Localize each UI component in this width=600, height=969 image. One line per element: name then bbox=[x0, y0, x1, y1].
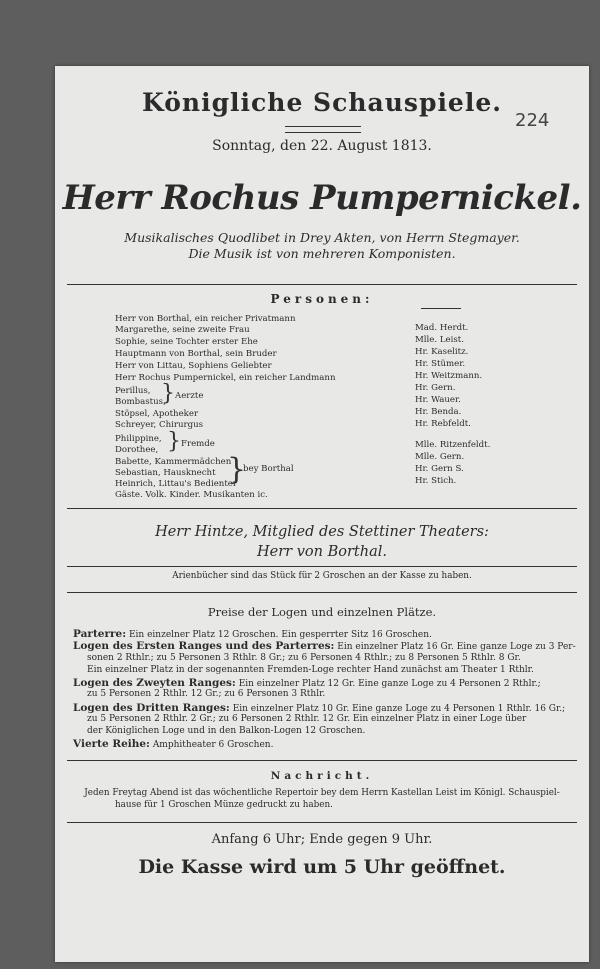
cast-actor: Mlle. Ritzenfeldt. bbox=[415, 440, 491, 450]
playbill-sheet bbox=[55, 66, 589, 962]
cast-actor: Hr. Rebfeldt. bbox=[415, 419, 471, 429]
cast-actor: Hr. Wauer. bbox=[415, 395, 461, 405]
cast-actor: Hr. Weitzmann. bbox=[415, 371, 483, 381]
price-text: Amphitheater 6 Groschen. bbox=[152, 740, 274, 750]
divider bbox=[67, 284, 577, 285]
cast-actor: Hr. Stich. bbox=[415, 476, 457, 486]
personen-heading: Personen: bbox=[270, 292, 374, 306]
brace-label-fremde: Fremde bbox=[181, 439, 215, 449]
brace-label-bey-borthal: bey Borthal bbox=[243, 464, 294, 474]
cast-role: Bombastus, bbox=[115, 397, 166, 407]
cast-actor: Hr. Benda. bbox=[415, 407, 462, 417]
price-line bbox=[87, 665, 534, 675]
cast-role: Herr von Littau, Sophiens Geliebter bbox=[115, 361, 272, 371]
price-line bbox=[73, 702, 565, 714]
cast-role: Stöpsel, Apotheker bbox=[115, 409, 199, 419]
price-label: Logen des Ersten Ranges und des Parterres: bbox=[73, 640, 335, 652]
subtitle-author: Musikalisches Quodlibet in Drey Akten, von Herrn Stegmayer. bbox=[124, 230, 520, 245]
divider bbox=[67, 760, 577, 761]
prices-heading: Preise der Logen und einzelnen Plätze. bbox=[207, 605, 437, 619]
dash-mark bbox=[421, 308, 461, 309]
cast-actor: Hr. Stümer. bbox=[415, 359, 466, 369]
cast-role: Herr von Borthal, ein reicher Privatmann bbox=[115, 314, 296, 324]
price-line bbox=[73, 640, 576, 652]
price-text: Ein einzelner Platz 12 Groschen. Ein gesperrter Sitz 16 Groschen. bbox=[128, 630, 432, 640]
box-office-notice: Die Kasse wird um 5 Uhr geöffnet. bbox=[138, 856, 506, 878]
price-line bbox=[87, 714, 526, 724]
guest-role: Herr von Borthal. bbox=[257, 544, 387, 560]
divider bbox=[67, 566, 577, 567]
price-text: zu 5 Personen 2 Rthlr. 2 Gr.; zu 6 Personen 2 Rthlr. 12 Gr. Ein einzelner Platz in einer Loge über bbox=[87, 714, 527, 724]
price-text: Ein einzelner Platz 12 Gr. Eine ganze Loge zu 4 Personen 2 Rthlr.; bbox=[238, 679, 541, 689]
performance-date: Sonntag, den 22. August 1813. bbox=[212, 138, 432, 154]
cast-role: Perillus, bbox=[115, 386, 151, 396]
price-text: Ein einzelner Platz in der sogenannten Fremden-Loge rechter Hand zunächst am Theater 1 Rthlr. bbox=[87, 665, 534, 675]
price-label: Parterre: bbox=[73, 628, 127, 640]
brace: } bbox=[161, 381, 175, 406]
cast-role: Gäste. Volk. Kinder. Musikanten ic. bbox=[115, 490, 268, 500]
cast-role: Sebastian, Hausknecht bbox=[115, 468, 216, 478]
cast-actor: Mlle. Leist. bbox=[415, 335, 464, 345]
cast-role: Hauptmann von Borthal, sein Bruder bbox=[115, 349, 277, 359]
cast-role: Sophie, seine Tochter erster Ehe bbox=[115, 337, 258, 347]
price-text: Ein einzelner Platz 10 Gr. Eine ganze Loge zu 4 Personen 1 Rthlr. 16 Gr.; bbox=[232, 704, 566, 714]
divider bbox=[67, 508, 577, 509]
price-text: der Königlichen Loge und in den Balkon-Logen 12 Groschen. bbox=[87, 726, 366, 736]
price-label: Logen des Dritten Ranges: bbox=[73, 702, 230, 714]
start-end-times: Anfang 6 Uhr; Ende gegen 9 Uhr. bbox=[211, 832, 433, 847]
divider bbox=[67, 592, 577, 593]
price-line bbox=[73, 677, 541, 689]
price-text: sonen 2 Rthlr.; zu 5 Personen 3 Rthlr. 8 Gr.; zu 6 Personen 4 Rthlr.; zu 8 Personen 5 Rthlr. 8 Gr. bbox=[87, 653, 521, 663]
cast-actor: Mlle. Gern. bbox=[415, 452, 465, 462]
guest-announcement: Herr Hintze, Mitglied des Stettiner Theaters: bbox=[155, 524, 489, 540]
nachricht-heading: Nachricht. bbox=[270, 770, 374, 782]
price-line bbox=[73, 628, 432, 640]
ornament-rule bbox=[285, 126, 361, 133]
cast-role: Dorothee, bbox=[115, 445, 159, 455]
brace-label-aerzte: Aerzte bbox=[175, 391, 204, 401]
cast-role: Philippine, bbox=[115, 434, 162, 444]
price-label: Vierte Reihe: bbox=[73, 738, 150, 750]
nachricht-line: hause für 1 Groschen Münze gedruckt zu haben. bbox=[115, 800, 333, 810]
nachricht-line: Jeden Freytag Abend ist das wöchentliche Repertoir bey dem Herrn Kastellan Leist im Königl. Schauspiel- bbox=[84, 788, 560, 798]
cast-role: Margarethe, seine zweite Frau bbox=[115, 325, 250, 335]
handwritten-number: 224 bbox=[515, 110, 550, 131]
subtitle-music: Die Musik ist von mehreren Komponisten. bbox=[188, 246, 456, 261]
price-text: Ein einzelner Platz 16 Gr. Eine ganze Loge zu 3 Per- bbox=[337, 642, 576, 652]
price-line bbox=[87, 726, 365, 736]
play-title: Herr Rochus Pumpernickel. bbox=[62, 178, 582, 218]
price-line bbox=[73, 738, 273, 750]
cast-role: Babette, Kammermädchen bbox=[115, 457, 232, 467]
price-label: Logen des Zweyten Ranges: bbox=[73, 677, 236, 689]
price-line bbox=[87, 653, 521, 663]
price-line bbox=[87, 689, 325, 699]
cast-actor: Hr. Kaselitz. bbox=[415, 347, 469, 357]
cast-role: Herr Rochus Pumpernickel, ein reicher Landmann bbox=[115, 373, 336, 383]
cast-actor: Hr. Gern S. bbox=[415, 464, 464, 474]
cast-actor: Hr. Gern. bbox=[415, 383, 456, 393]
divider bbox=[67, 822, 577, 823]
price-text: zu 5 Personen 2 Rthlr. 12 Gr.; zu 6 Personen 3 Rthlr. bbox=[87, 689, 326, 699]
cast-actor: Mad. Herdt. bbox=[415, 323, 469, 333]
cast-role: Schreyer, Chirurgus bbox=[115, 420, 204, 430]
arienbuecher-note: Arienbücher sind das Stück für 2 Groschen an der Kasse zu haben. bbox=[172, 571, 472, 581]
theater-name: Königliche Schauspiele. bbox=[142, 88, 502, 117]
brace: } bbox=[227, 452, 247, 487]
brace: } bbox=[167, 429, 181, 454]
cast-role: Heinrich, Littau's Bedienter bbox=[115, 479, 237, 489]
